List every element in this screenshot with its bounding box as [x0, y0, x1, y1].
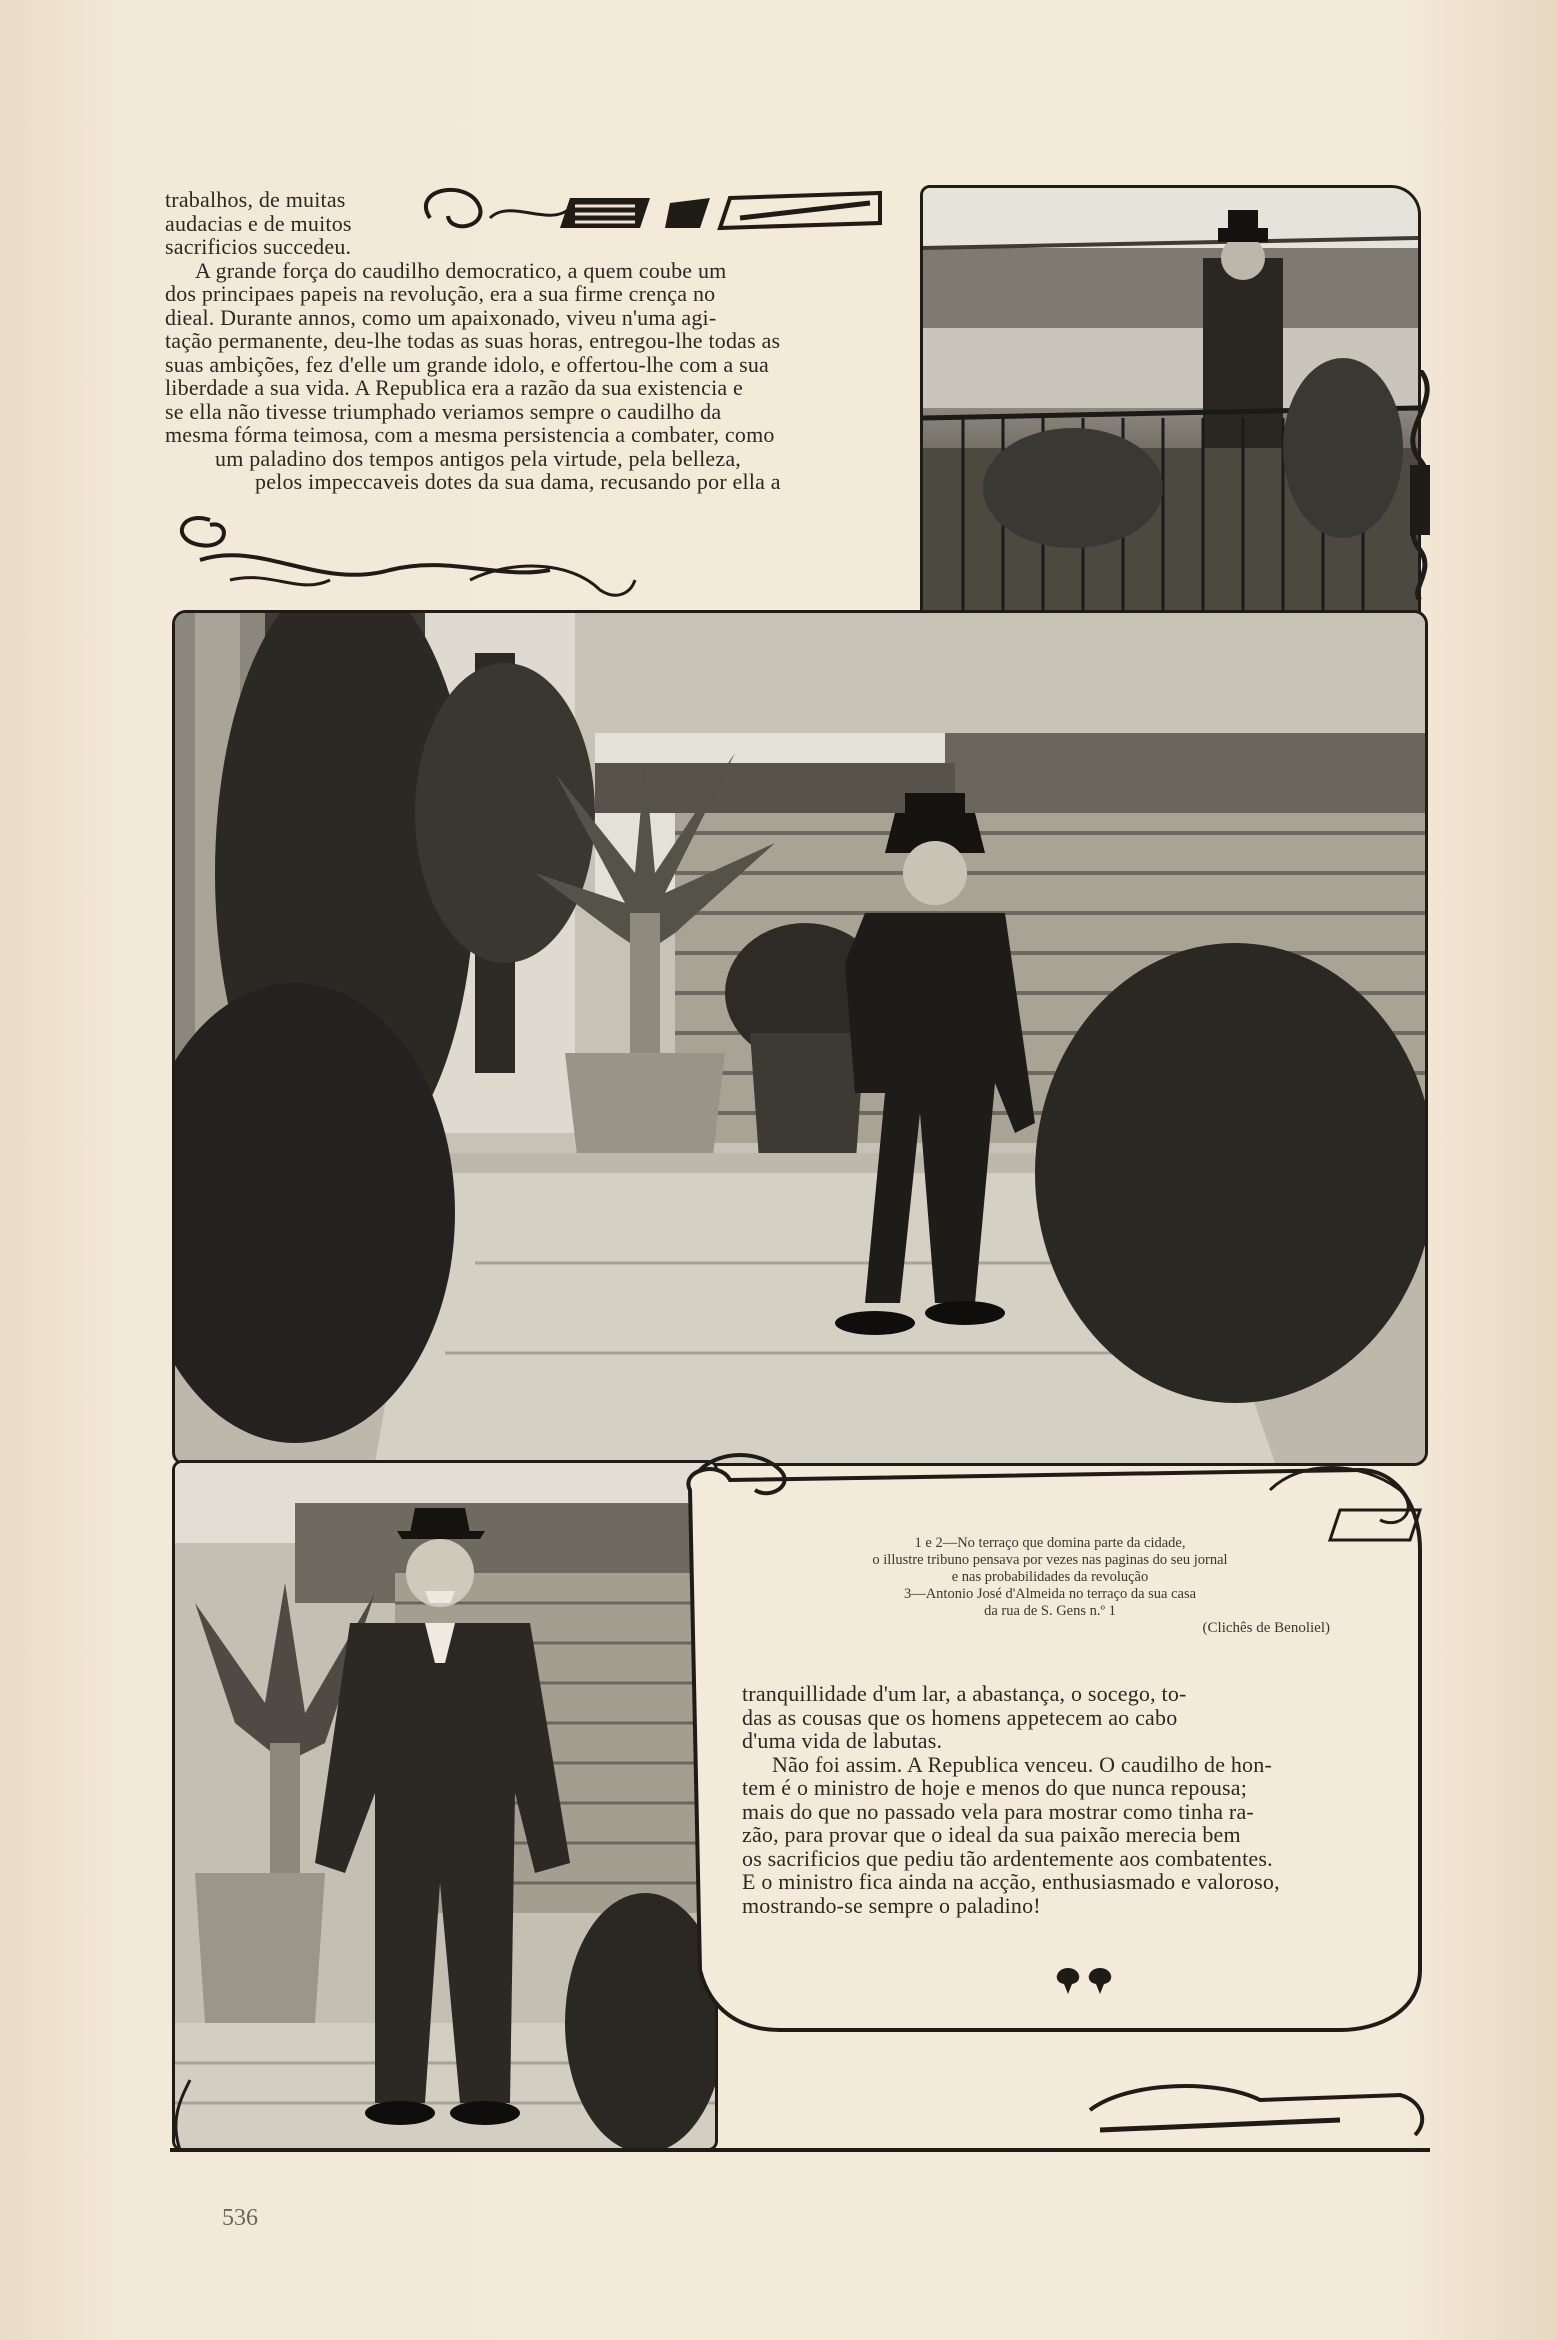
text-line: mesma fórma teimosa, com a mesma persistencia a combater, como	[165, 422, 775, 447]
text-line: os sacrificios que pediu tão ardentemente aos combatentes.	[742, 1845, 1273, 1871]
text-line: dos principaes papeis na revolução, era a sua firme crença no	[165, 281, 716, 306]
text-line: mostrando-se sempre o paladino!	[742, 1892, 1041, 1918]
text-line: suas ambições, fez d'elle um grande idolo, e offertou-lhe com a sua	[165, 351, 770, 377]
caption-line: o illustre tribuno pensava por vezes nas paginas do seu jornal	[872, 1552, 1228, 1568]
caption-line: 1 e 2—No terraço que domina parte da cidade,	[914, 1535, 1186, 1551]
text-line: d'uma vida de labutas.	[742, 1728, 943, 1753]
text-line: A grande força do caudilho democratico, a quem coube um	[195, 257, 727, 283]
photo-caption	[770, 1535, 1330, 1637]
art-nouveau-header-ornament	[410, 178, 900, 248]
text-line: zão, para provar que o ideal da sua paixão merecia bem	[742, 1822, 1241, 1847]
text-line: liberdade a sua vida. A Republica era a razão da sua existencia e	[165, 375, 744, 400]
vertical-ornament-right	[1390, 370, 1450, 600]
text-line: se ella não tivesse triumphado veriamos sempre o caudilho da	[165, 398, 722, 424]
caption-line: da rua de S. Gens n.º 1	[984, 1603, 1116, 1619]
text-line: audacias e de muitos	[165, 210, 352, 236]
text-line: E o ministro fica ainda na acção, enthusiasmado e valoroso,	[742, 1869, 1280, 1894]
photo-man-on-terrace	[172, 610, 1428, 1466]
caption-credit: (Clichês de Benoliel)	[1202, 1620, 1330, 1636]
text-line: tem é o ministro de hoje e menos do que nunca repousa;	[742, 1775, 1248, 1800]
text-line: trabalhos, de muitas	[165, 187, 346, 212]
caption-line: e nas probabilidades da revolução	[951, 1569, 1149, 1585]
leaf-ornament-icon	[1050, 1960, 1120, 2000]
text-line: tação permanente, deu-lhe todas as suas horas, entregou-lhe todas as	[165, 328, 781, 353]
page-number: 536	[222, 2205, 258, 2231]
caption-line: 3—Antonio José d'Almeida no terraço da sua casa	[903, 1586, 1197, 1602]
text-line: Não foi assim. A Republica venceu. O caudilho de hon-	[772, 1751, 1272, 1777]
text-line: dieal. Durante annos, como um apaixonado, viveu n'uma agi-	[165, 304, 717, 330]
swirl-ornament-left	[170, 500, 640, 610]
bottom-border-ornament	[160, 2040, 1450, 2160]
text-line: um paladino dos tempos antigos pela virtude, pela belleza,	[215, 445, 742, 471]
text-line: pelos impeccaveis dotes da sua dama, recusando por ella a	[255, 469, 781, 494]
text-line: mais do que no passado vela para mostrar como tinha ra-	[742, 1798, 1254, 1824]
text-line: sacrificios succedeu.	[165, 234, 352, 259]
text-line: das as cousas que os homens appetecem ao cabo	[742, 1704, 1178, 1730]
text-line: tranquillidade d'um lar, a abastança, o socego, to-	[742, 1681, 1187, 1706]
article-bottom-text	[742, 1682, 1448, 1917]
